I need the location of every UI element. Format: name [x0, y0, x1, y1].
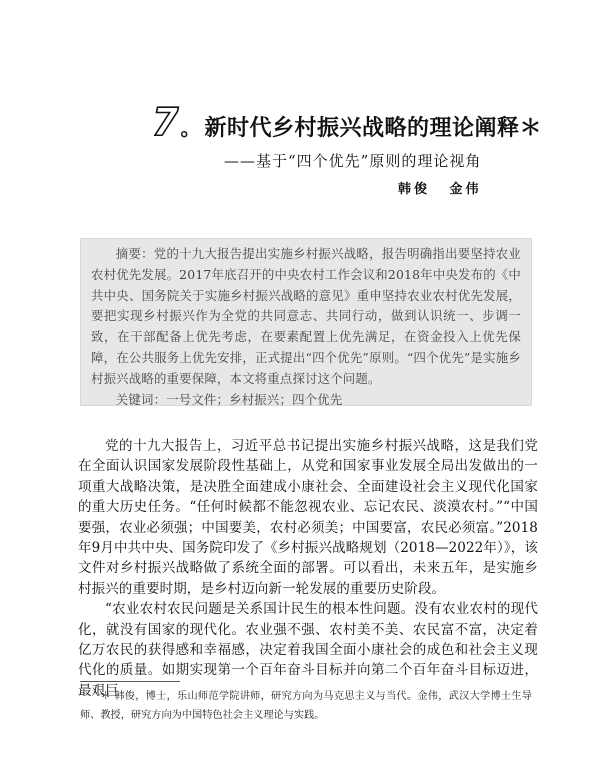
footnote-divider — [80, 681, 180, 682]
abstract-box — [80, 238, 532, 406]
body-text — [78, 436, 538, 701]
abstract-text: 摘要：党的十九大报告提出实施乡村振兴战略，报告明确指出要坚持农业农村优先发展。2017年底召开的中央农村工作会议和2018年中央发布的《中共中央、国务院关于实施乡村振兴战略的意见》重申坚持农业农村优先发展，要把实现乡村振兴作为全党的共同意志、共同行动，做到认识统一、步调一致，在干部配备上优先考虑，在要素配置上优先满足，在资金投入上优先保障，在公共服务上优先安排，正式提出“四个优先”原则。“四个优先”是实施乡村振兴战略的重要保障，本文将重点探讨这个问题。 — [91, 246, 521, 386]
chapter-subtitle: ——基于“四个优先”原则的理论视角 — [224, 152, 482, 170]
chapter-number: 7 — [152, 100, 179, 144]
footnote-text: ＊ 韩俊，博士，乐山师范学院讲师，研究方向为马克思主义与当代。金伟，武汉大学博士生导师、教授，研究方向为中国特色社会主义理论与实践。 — [80, 691, 532, 721]
title-row — [152, 100, 542, 144]
authors: 韩俊 金伟 — [398, 182, 482, 197]
footnote — [80, 687, 532, 725]
chapter-title: 新时代乡村振兴战略的理论阐释＊ — [204, 116, 542, 141]
chapter-dot: 。 — [180, 116, 201, 140]
body-paragraph: “农业农村农民问题是关系国计民生的根本性问题。没有农业农村的现代化，就没有国家的现代化。农业强不强、农村美不美、农民富不富，决定着亿万农民的获得感和幸福感，决定着我国全面小康社会的成色和社会主义现代化的质量。如期实现第一个百年奋斗目标并向第二个百年奋斗目标迈进，最艰巨 — [78, 601, 538, 699]
keywords: 关键词：一号文件；乡村振兴；四个优先 — [115, 391, 343, 407]
body-paragraph: 党的十九大报告上，习近平总书记提出实施乡村振兴战略，这是我们党在全面认识国家发展阶段性基础上，从党和国家事业发展全局出发做出的一项重大战略决策，是决胜全面建成小康社会、全面建设社会主义现代化国家的重大历史任务。“任何时候都不能忽视农业、忘记农民、淡漠农村。”“中国要强，农业必须强；中国要美，农村必须美；中国要富，农民必须富。”2018年9月中共中央、国务院印发了《乡村振兴战略规划（2018—2022年）》，该文件对乡村振兴战略做了系统全面的部署。可以看出，未来五年，是实施乡村振兴的重要时期，是乡村迈向新一轮发展的重要历史阶段。 — [78, 438, 538, 597]
